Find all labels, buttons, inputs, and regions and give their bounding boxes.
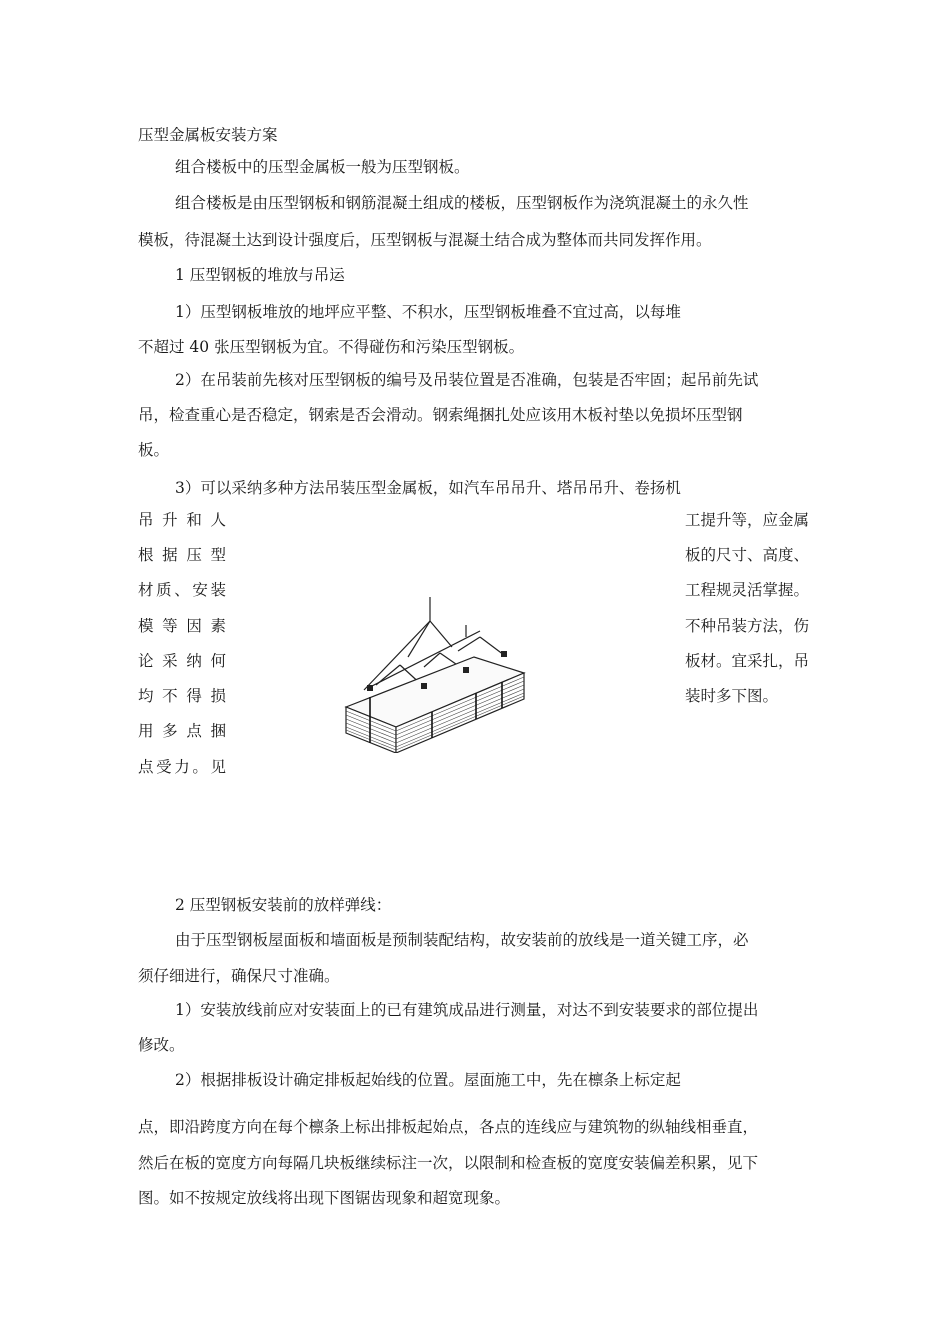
- section-1-item-1-line-2: 不超过 40 张压型钢板为宜。不得碰伤和污染压型钢板。: [138, 338, 525, 356]
- paragraph-2-line-2: 模板，待混凝土达到设计强度后，压型钢板与混凝土结合成为整体而共同发挥作用。: [138, 231, 712, 249]
- left-column-line: 点受力。见: [138, 758, 226, 776]
- section-1-item-1-line-1: 1）压型钢板堆放的地坪应平整、不积水，压型钢板堆叠不宜过高，以每堆: [175, 303, 681, 321]
- section-2-item-1-line-2: 修改。: [138, 1036, 185, 1054]
- right-column-line: 装时多下图。: [685, 687, 779, 705]
- right-column-line: 不种吊装方法，伤: [685, 617, 810, 635]
- right-column-line: 板材。宜采扎，吊: [685, 652, 810, 670]
- sheet-bundle-lifting-illustration: [340, 595, 526, 753]
- left-column-line: 用多点捆: [138, 722, 226, 740]
- right-column-line: 板的尺寸、高度、: [685, 546, 810, 564]
- section-1-item-3-line-1: 3）可以采纳多种方法吊装压型金属板，如汽车吊吊升、塔吊吊升、卷扬机: [175, 479, 681, 497]
- section-1-item-2-line-3: 板。: [138, 441, 170, 459]
- section-2-paragraph-line-2: 须仔细进行，确保尺寸准确。: [138, 967, 340, 985]
- section-2-item-2-line-4: 图。如不按规定放线将出现下图锯齿现象和超宽现象。: [138, 1189, 511, 1207]
- right-column-line: 工程规灵活掌握。: [685, 581, 810, 599]
- section-1-item-2-line-1: 2）在吊装前先核对压型钢板的编号及吊装位置是否准确，包装是否牢固；起吊前先试: [175, 371, 759, 389]
- right-column-line: 工提升等，应金属: [685, 511, 810, 529]
- left-column-line: 吊升和人: [138, 511, 226, 529]
- section-1-item-2-line-2: 吊，检查重心是否稳定，钢索是否会滑动。钢索绳捆扎处应该用木板衬垫以免损坏压型钢: [138, 406, 743, 424]
- section-2-item-2-line-3: 然后在板的宽度方向每隔几块板继续标注一次，以限制和检查板的宽度安装偏差积累，见下: [138, 1154, 759, 1172]
- section-2-item-1-line-1: 1）安装放线前应对安装面上的已有建筑成品进行测量，对达不到安装要求的部位提出: [175, 1001, 759, 1019]
- left-column-line: 均不得损: [138, 687, 226, 705]
- left-column-line: 模等因素: [138, 617, 226, 635]
- section-2-item-2-line-1: 2）根据排板设计确定排板起始线的位置。屋面施工中，先在檩条上标定起: [175, 1071, 681, 1089]
- section-1-heading: 1 压型钢板的堆放与吊运: [175, 266, 345, 284]
- section-2-item-2-line-2: 点，即沿跨度方向在每个檩条上标出排板起始点，各点的连线应与建筑物的纵轴线相垂直，: [138, 1118, 759, 1136]
- paragraph-1: 组合楼板中的压型金属板一般为压型钢板。: [175, 158, 470, 176]
- left-column-line: 材质、安装: [138, 581, 226, 599]
- left-column-line: 根据压型: [138, 546, 226, 564]
- document-title: 压型金属板安装方案: [138, 126, 278, 144]
- section-2-heading: 2 压型钢板安装前的放样弹线：: [175, 896, 392, 914]
- paragraph-2-line-1: 组合楼板是由压型钢板和钢筋混凝土组成的楼板，压型钢板作为浇筑混凝土的永久性: [175, 194, 749, 212]
- section-2-paragraph-line-1: 由于压型钢板屋面板和墙面板是预制装配结构，故安装前的放线是一道关键工序，必: [175, 931, 749, 949]
- left-column-line: 论采纳何: [138, 652, 226, 670]
